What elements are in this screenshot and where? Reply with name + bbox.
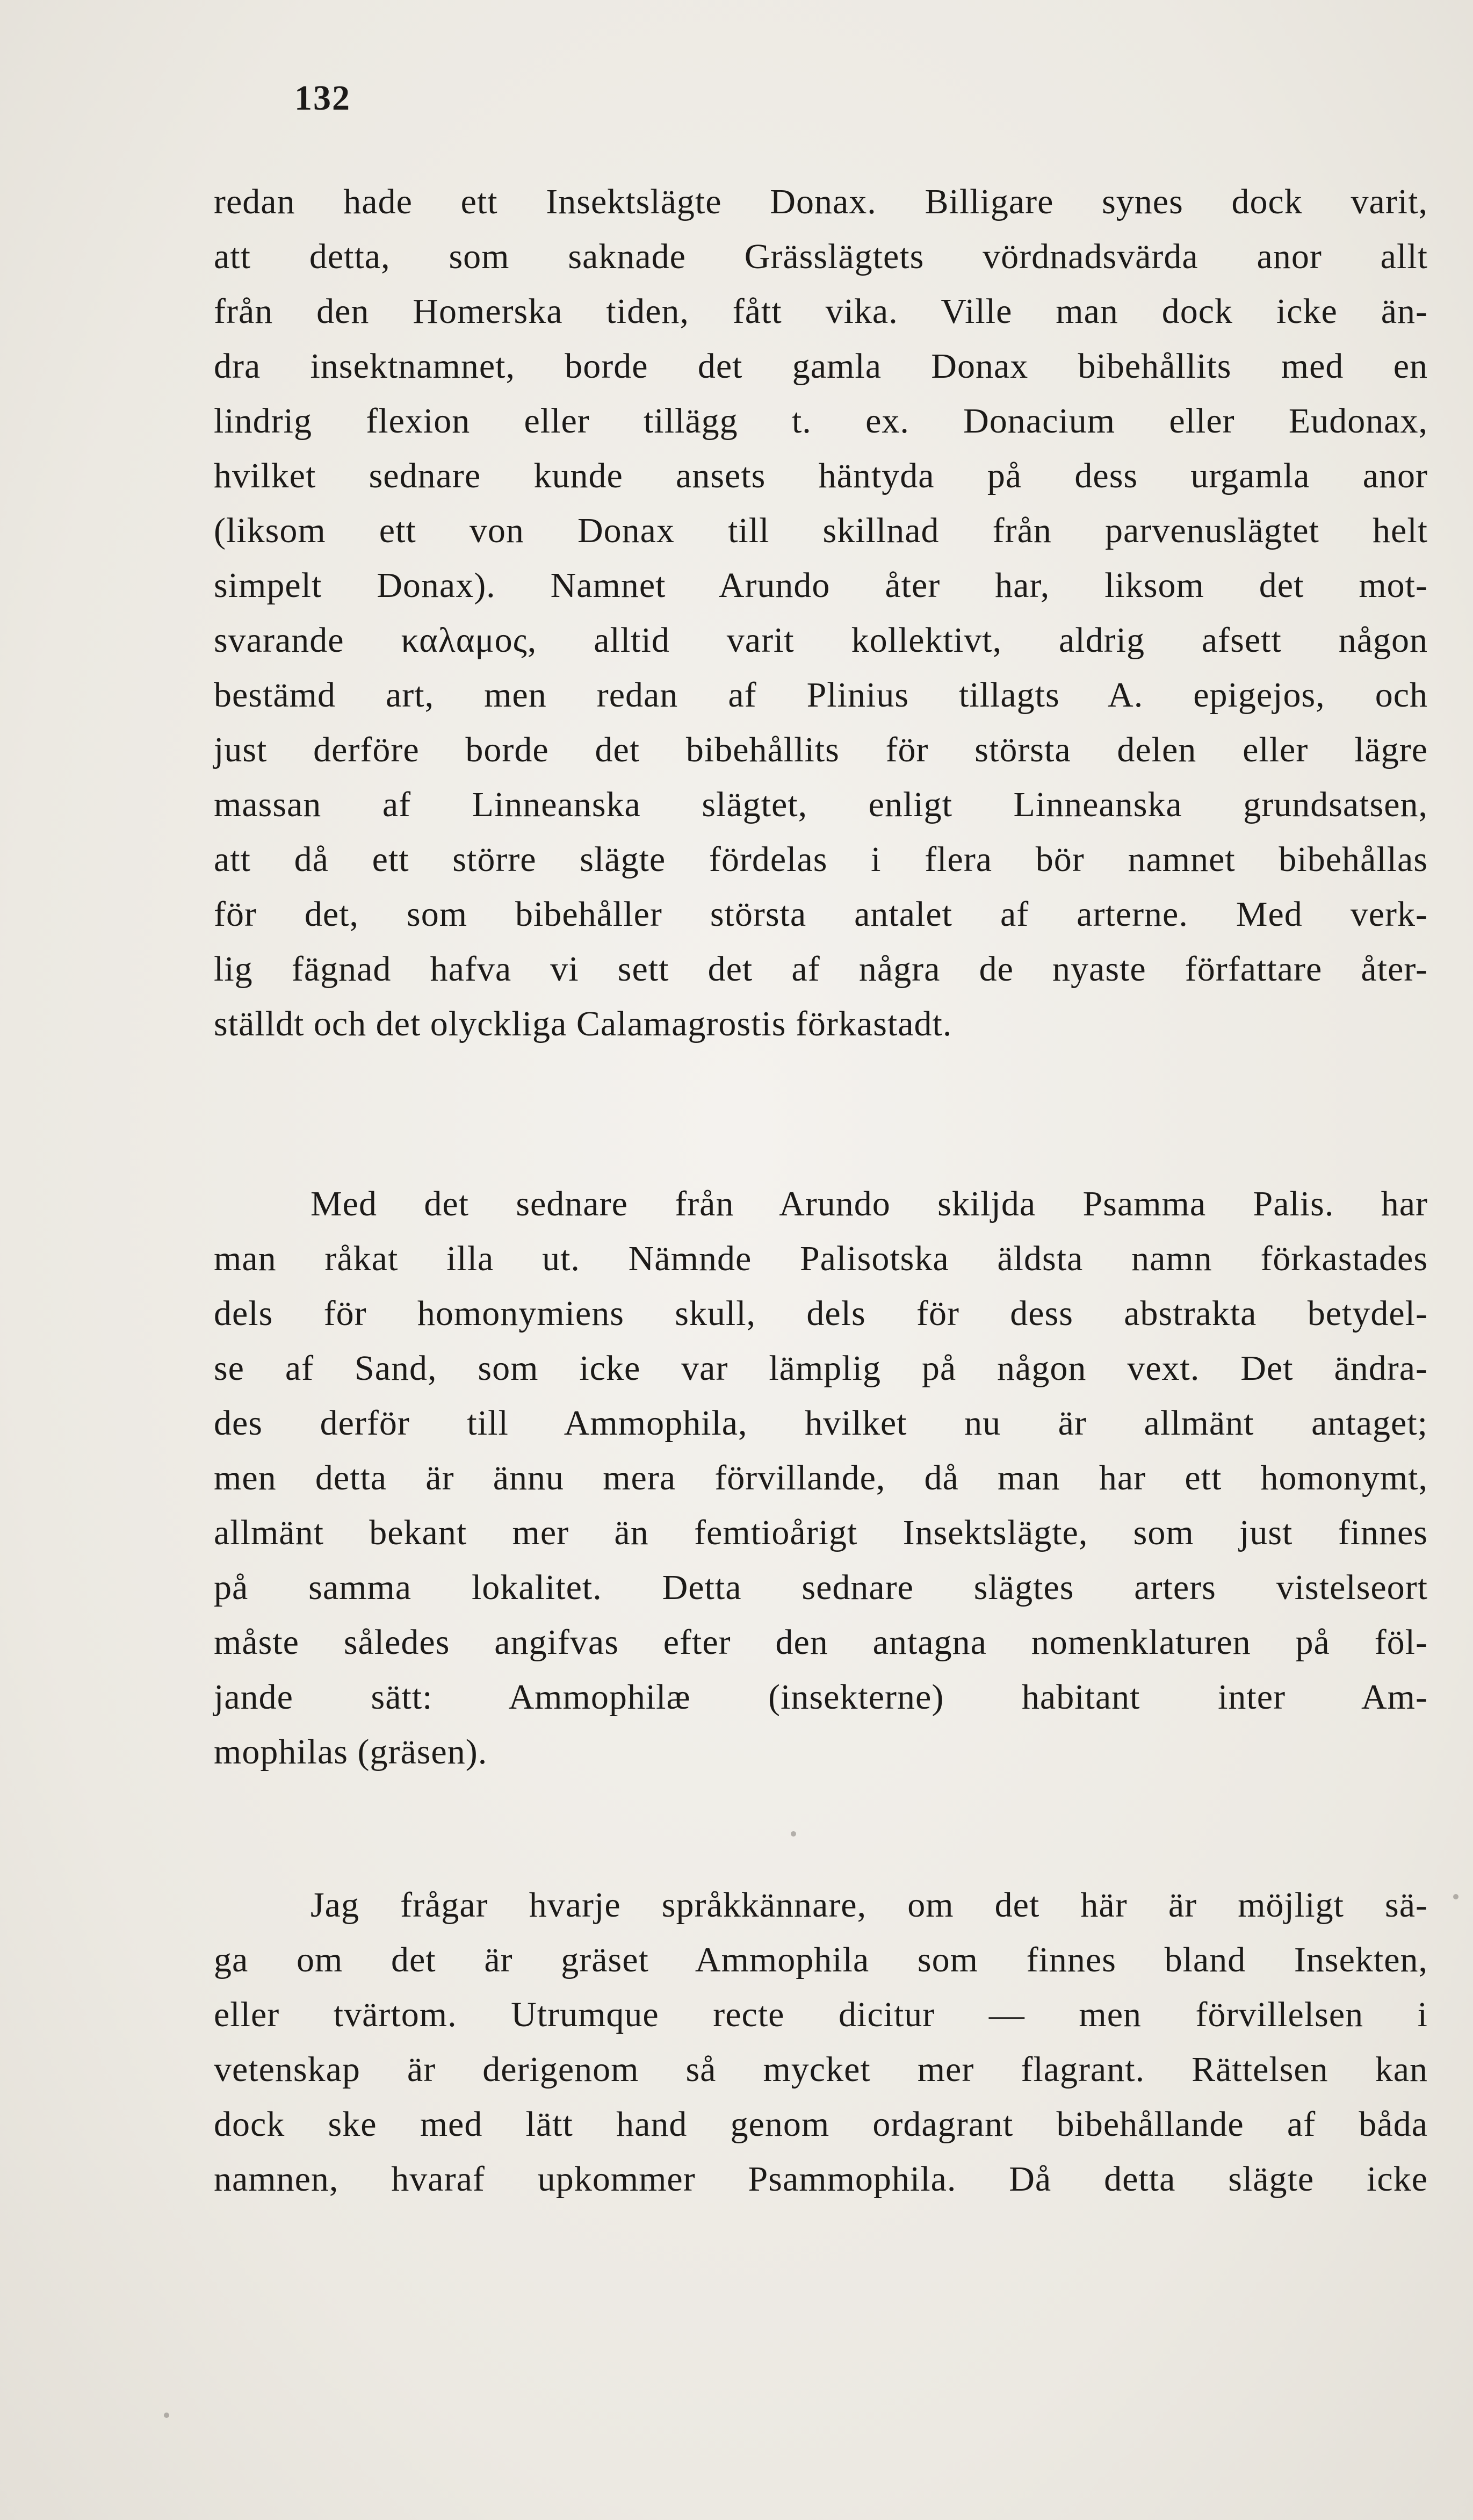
text-line: ställdt och det olyckliga Calamagrostis förkastadt. [214,1004,952,1043]
text-line: man råkat illa ut. Nämnde Palisotska äldsta namn förkastades [214,1239,1428,1278]
text-line: mophilas (gräsen). [214,1732,488,1772]
text-line: svarande καλαμος, alltid varit kollektivt, aldrig afsett någon [214,621,1428,660]
text-line: lig fägnad hafva vi sett det af några de nyaste författare åter- [214,949,1428,989]
text-line: jande sätt: Ammophilæ (insekterne) habitant inter Am- [214,1677,1428,1717]
text-line: lindrig flexion eller tillägg t. ex. Donacium eller Eudonax, [214,401,1428,441]
ink-speck [791,1831,796,1837]
text-line: för det, som bibehåller största antalet af arterne. Med verk- [214,895,1428,934]
ink-speck [164,2413,169,2418]
text-line: (liksom ett von Donax till skillnad från parvenuslägtet helt [214,511,1428,550]
text-line: ga om det är gräset Ammophila som finnes bland Insekten, [214,1940,1428,1979]
text-line: just derföre borde det bibehållits för största delen eller lägre [214,730,1428,769]
text-line: måste således angifvas efter den antagna nomenklaturen på föl- [214,1623,1428,1662]
text-line: simpelt Donax). Namnet Arundo åter har, liksom det mot- [214,566,1428,605]
text-line: dels för homonymiens skull, dels för dess abstrakta betydel- [214,1294,1428,1333]
text-line: vetenskap är derigenom så mycket mer flagrant. Rättelsen kan [214,2050,1428,2089]
text-line: att då ett större slägte fördelas i flera bör namnet bibehållas [214,840,1428,879]
text-line: från den Homerska tiden, fått vika. Ville man dock icke än- [214,292,1428,331]
text-line: dock ske med lätt hand genom ordagrant bibehållande af båda [214,2105,1428,2144]
text-line: men detta är ännu mera förvillande, då man har ett homonymt, [214,1458,1428,1497]
text-line: des derför till Ammophila, hvilket nu är allmänt antaget; [214,1403,1428,1443]
paragraph-2 [214,1177,1428,1780]
text-line: Med det sednare från Arundo skiljda Psamma Palis. har [311,1184,1428,1223]
paragraph-1 [214,175,1428,1052]
text-line: hvilket sednare kunde ansets häntyda på dess urgamla anor [214,456,1428,495]
paragraph-3 [214,1878,1428,2207]
text-line: redan hade ett Insektslägte Donax. Billigare synes dock varit, [214,182,1428,221]
text-line: eller tvärtom. Utrumque recte dicitur — men förvillelsen i [214,1995,1428,2034]
text-line: se af Sand, som icke var lämplig på någon vext. Det ändra- [214,1349,1428,1388]
text-line: Jag frågar hvarje språkkännare, om det här är möjligt sä- [311,1885,1428,1925]
text-line: allmänt bekant mer än femtioårigt Insektslägte, som just finnes [214,1513,1428,1552]
text-line: att detta, som saknade Grässlägtets vördnadsvärda anor allt [214,237,1428,276]
ink-speck [1453,1894,1458,1899]
page-number: 132 [294,78,351,118]
text-line: massan af Linneanska slägtet, enligt Linneanska grundsatsen, [214,785,1428,824]
text-line: bestämd art, men redan af Plinius tillagts A. epigejos, och [214,675,1428,715]
text-line: på samma lokalitet. Detta sednare slägtes arters vistelseort [214,1568,1428,1607]
text-line: dra insektnamnet, borde det gamla Donax bibehållits med en [214,347,1428,386]
text-line: namnen, hvaraf upkommer Psammophila. Då detta slägte icke [214,2159,1428,2199]
